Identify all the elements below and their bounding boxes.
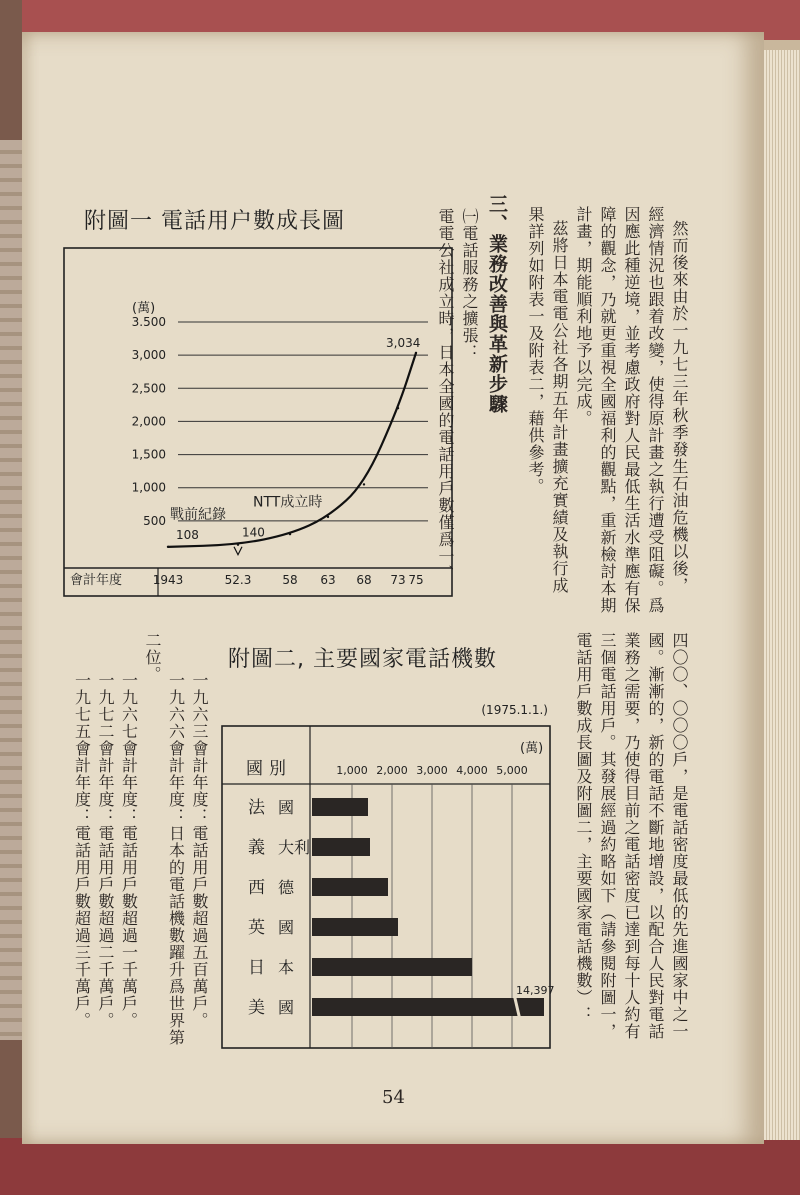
chart2-category-label: 國 bbox=[278, 918, 295, 937]
chart1-y-tick: 1,000 bbox=[131, 480, 166, 495]
chart1-title: 附圖一 電話用户數成長圖 bbox=[84, 209, 345, 234]
text-column: 一九六七會計年度：電話用戶數超過一千萬戶。 bbox=[119, 672, 139, 1029]
section-heading: 三、業務改善與革新步驟 bbox=[486, 194, 508, 414]
chart1-y-tick: 3.500 bbox=[131, 315, 166, 329]
chart1-x-tick: 63 bbox=[320, 573, 336, 587]
chart2-category-label: 西 bbox=[248, 878, 265, 898]
chart2-category-label: 法 bbox=[248, 798, 265, 818]
adjacent-page-edge bbox=[0, 140, 22, 1040]
chart2-bar-義大利 bbox=[312, 838, 370, 856]
chart1-y-tick: 2,500 bbox=[131, 381, 166, 396]
chart1-data-point bbox=[167, 546, 169, 548]
chart2-category-label: 英 bbox=[248, 918, 265, 938]
text-column: 二位。 bbox=[143, 632, 162, 683]
chart1-data-point bbox=[289, 533, 291, 535]
chart1-frame bbox=[64, 248, 452, 596]
chart1-y-tick: 3,000 bbox=[131, 348, 166, 363]
chart2-x-tick: 5,000 bbox=[496, 764, 528, 777]
chart2-title: 附圖二, 主要國家電話機數 bbox=[228, 647, 497, 672]
chart2-category-label: 本 bbox=[278, 958, 295, 977]
text-column: 國。漸漸的，新的電話不斷地增設，以配合人民對電話 bbox=[646, 632, 665, 1040]
text-column: 計畫，期能順利地予以完成。 bbox=[574, 206, 593, 427]
chart1-marker bbox=[234, 547, 242, 555]
text-column: 三個電話用戶。其發展經過約略如下（請參閱附圖一， bbox=[598, 632, 617, 1040]
chart2-category-label: 德 bbox=[278, 878, 295, 897]
chart1-data-point bbox=[363, 483, 365, 485]
chart1-x-tick: 73 bbox=[390, 573, 406, 587]
chart2-value-label: 14,397 bbox=[516, 984, 555, 997]
book-cover-bottom bbox=[0, 1138, 800, 1195]
chart1-x-tick: 1943 bbox=[152, 573, 184, 587]
chart2-category-label: 美 bbox=[248, 998, 265, 1018]
chart2-category-label: 日 bbox=[248, 958, 265, 978]
chart1-x-label: 會計年度 bbox=[70, 573, 123, 588]
text-column: 四〇〇、〇〇〇戶，是電話密度最低的先進國家中之一 bbox=[670, 632, 689, 1040]
chart1-y-tick: 1,500 bbox=[131, 447, 166, 462]
chart1-annotation-ntt: NTT成立時 bbox=[253, 494, 323, 511]
text-column: 因應此種逆境，並考慮政府對人民最低生活水準應有保 bbox=[622, 206, 641, 614]
chart1-label-3034: 3,034 bbox=[386, 335, 421, 350]
chart2-category-label: 義 bbox=[248, 838, 265, 858]
chart2-header-label: 國別 bbox=[246, 759, 292, 779]
chart2-x-tick: 3,000 bbox=[416, 764, 448, 777]
text-column: 一九七二會計年度：電話用戶數超過二千萬戶。 bbox=[96, 672, 115, 1029]
chart1-label-108: 108 bbox=[176, 527, 199, 542]
chart2-category-label: 國 bbox=[278, 998, 295, 1017]
text-column: 茲將日本電電公社各期五年計畫擴充實績及執行成 bbox=[550, 220, 569, 594]
text-column: 電話用戶數成長圖及附圖二，主要國家電話機數）： bbox=[574, 632, 593, 1023]
chart-telephone-sets-by-country bbox=[218, 672, 558, 1052]
chart-subscriber-growth bbox=[58, 242, 458, 602]
text-column: 障的觀念，乃就更重視全國福利的觀點，重新檢討本期 bbox=[598, 206, 617, 614]
chart1-data-point bbox=[397, 407, 399, 409]
chart1-x-tick: 58 bbox=[282, 573, 298, 587]
page-number: 54 bbox=[382, 1087, 405, 1108]
chart2-category-label: 國 bbox=[278, 798, 295, 817]
chart2-x-tick: 2,000 bbox=[376, 764, 408, 777]
chart1-x-tick: 75 bbox=[408, 573, 424, 587]
chart1-data-point bbox=[237, 544, 239, 546]
chart2-bar-西德 bbox=[312, 878, 388, 896]
chart1-y-tick: 500 bbox=[143, 513, 166, 528]
chart2-bar-日本 bbox=[312, 958, 472, 976]
chart2-category-label: 大利 bbox=[278, 838, 311, 857]
chart1-x-tick: 68 bbox=[356, 573, 372, 587]
sub-heading: ㈠電話服務之擴張： bbox=[460, 208, 479, 361]
text-column: 果詳列如附表一及附表二，藉供參考。 bbox=[526, 206, 545, 495]
chart1-label-140: 140 bbox=[242, 525, 265, 540]
chart2-bar-英國 bbox=[312, 918, 398, 936]
paragraph-line: 電電公社成立時，日本全國的電話用戶數僅爲一、 bbox=[436, 208, 455, 582]
text-column: 然而後來由於一九七三年秋季發生石油危機以後， bbox=[670, 220, 689, 594]
text-column: 一九七五會計年度：電話用戶數超過三千萬戶。 bbox=[72, 672, 92, 1029]
chart2-unit: (萬) bbox=[520, 741, 544, 756]
chart2-date-note: (1975.1.1.) bbox=[481, 703, 548, 717]
chart1-y-tick: 2,000 bbox=[131, 414, 166, 429]
text-column: 一九六三會計年度：電話用戶數超過五百萬戶。 bbox=[190, 672, 209, 1029]
chart2-bar-法國 bbox=[312, 798, 368, 816]
page-edges bbox=[764, 50, 800, 1140]
text-column: 業務之需要，乃使得目前之電話密度已達到每十人約有 bbox=[622, 632, 641, 1040]
chart1-x-tick: 52.3 bbox=[224, 573, 252, 587]
chart1-data-point bbox=[415, 352, 417, 354]
chart2-bar-美國 bbox=[312, 998, 544, 1016]
chart2-x-tick: 1,000 bbox=[336, 764, 368, 777]
text-column: 經濟情況也跟着改變，使得原計畫之執行遭受阻礙。爲 bbox=[646, 206, 665, 614]
book-page bbox=[22, 32, 764, 1144]
chart1-annotation-prewar: 戰前紀錄 bbox=[170, 506, 226, 523]
chart1-data-point bbox=[327, 516, 329, 518]
chart1-y-label: (萬) bbox=[132, 301, 156, 316]
text-column: 一九六六會計年度：日本的電話機數躍升爲世界第 bbox=[166, 672, 186, 1046]
chart2-x-tick: 4,000 bbox=[456, 764, 488, 777]
